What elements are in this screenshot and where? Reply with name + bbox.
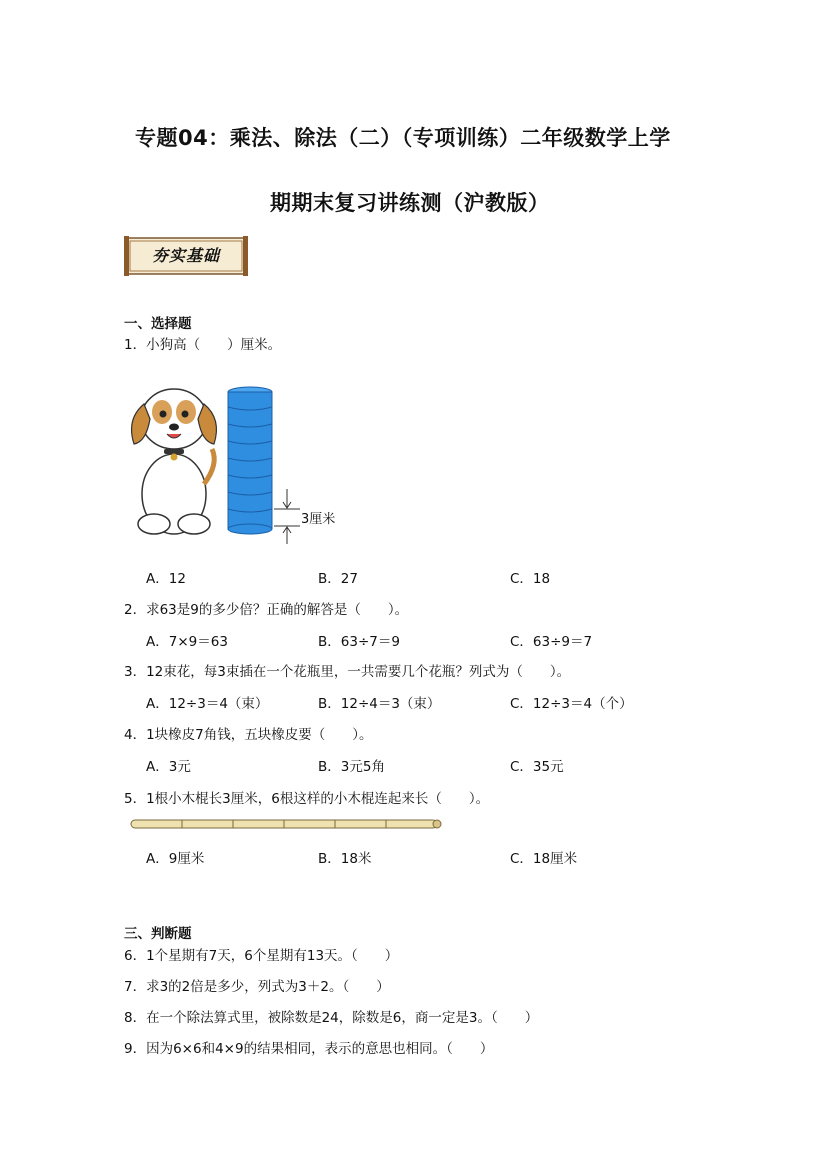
- banner-label: 夯实基础: [151, 246, 220, 265]
- q1-option-a: A．12: [146, 571, 186, 587]
- q1-option-c: C．18: [510, 571, 551, 587]
- question-5: 5．1根小木棍长3厘米，6根这样的小木棍连起来长（ ）。: [124, 791, 490, 807]
- q2-option-c: C．63÷9＝7: [510, 634, 593, 650]
- judgment-8: 8．在一个除法算式里，被除数是24，除数是6，商一定是3。（ ）: [124, 1010, 539, 1026]
- q5-option-a: A．9厘米: [146, 851, 205, 867]
- page-title-line1: 专题04：乘法、除法（二）（专项训练）二年级数学上学: [135, 126, 671, 150]
- cup-stack: [228, 387, 272, 534]
- q3-option-a: A．12÷3＝4（束）: [146, 696, 269, 712]
- q3-option-b: B．12÷4＝3（束）: [318, 696, 441, 712]
- question-1: 1．小狗高（ ）厘米。: [124, 337, 282, 353]
- measure-label: 3厘米: [301, 512, 336, 527]
- section-banner: [124, 236, 248, 276]
- question-4: 4．1块橡皮7角钱，五块橡皮要（ ）。: [124, 727, 373, 743]
- q4-option-a: A．3元: [146, 759, 191, 775]
- question-2: 2．求63是9的多少倍？正确的解答是（ ）。: [124, 602, 409, 618]
- dog-and-cups-figure: [124, 374, 354, 544]
- section-heading-choice: 一、选择题: [124, 316, 192, 332]
- q2-option-b: B．63÷7＝9: [318, 634, 400, 650]
- wooden-stick-icon: [130, 818, 442, 830]
- q4-option-b: B．3元5角: [318, 759, 385, 775]
- q2-option-a: A．7×9＝63: [146, 634, 228, 650]
- wooden-sticks-figure: [130, 815, 442, 827]
- q3-option-c: C．12÷3＝4（个）: [510, 696, 633, 712]
- judgment-6: 6．1个星期有7天，6个星期有13天。（ ）: [124, 948, 399, 964]
- question-3: 3．12束花，每3束插在一个花瓶里，一共需要几个花瓶？列式为（ ）。: [124, 664, 571, 680]
- q5-option-b: B．18米: [318, 851, 372, 867]
- q4-option-c: C．35元: [510, 759, 564, 775]
- judgment-7: 7．求3的2倍是多少，列式为3＋2。（ ）: [124, 979, 390, 995]
- q5-option-c: C．18厘米: [510, 851, 578, 867]
- q1-option-b: B．27: [318, 571, 358, 587]
- judgment-9: 9．因为6×6和4×9的结果相同，表示的意思也相同。（ ）: [124, 1041, 494, 1057]
- page-title-line2: 期期末复习讲练测（沪教版）: [270, 191, 550, 215]
- section-heading-judgment: 三、判断题: [124, 926, 192, 942]
